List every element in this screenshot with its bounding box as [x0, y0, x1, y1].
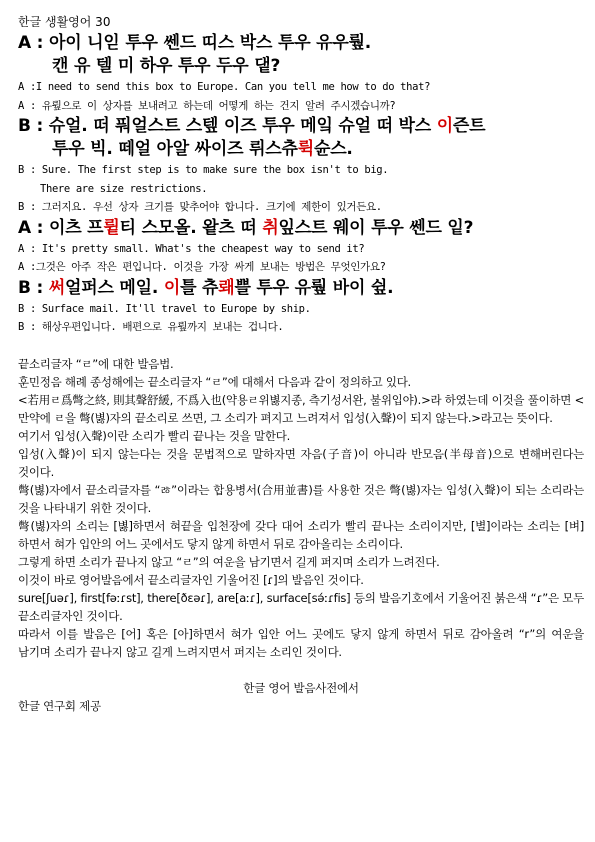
phonetic-text: A : 이츠 프	[18, 217, 104, 238]
phonetic-text: 티 스모올. 왙츠 떠	[119, 217, 263, 238]
section-spacer	[18, 337, 584, 355]
phonetic-text: 슌스.	[313, 139, 353, 159]
dialogue-b1-korean: B : 그러지요. 우선 상자 크기를 맞추어야 합니다. 크기에 제한이 있거든요.	[18, 201, 382, 213]
phonetic-highlight: 이	[163, 277, 181, 298]
phonetic-text: 잎스트 웨이 투우 쎈드 잍?	[278, 217, 474, 238]
dialogue-b1-english-line1: B : Sure. The first step is to make sure the box isn't to big.	[18, 164, 389, 176]
document-title: 한글 생활영어 30	[18, 15, 111, 29]
notes-paragraph: 끝소리글자 “ㄹ”에 대한 발음법.	[18, 356, 174, 371]
phonetic-text: 투우 빅. 떼얼 아알 싸이즈 뤼스츄	[52, 139, 298, 159]
dialogue-b2-korean: B : 해상우편입니다. 배편으로 유뤞까지 보내는 겁니다.	[18, 321, 284, 333]
notes-source: 한글 영어 발음사전에서	[243, 680, 359, 695]
dialogue-a2-korean: A :그것은 아주 작은 편입니다. 이것을 가장 싸게 보내는 방법은 무엇인가요?	[18, 261, 386, 273]
notes-paragraph: 그렇게 하면 소리가 끝나지 않고 “ㄹ”의 여운을 남기면서 길게 퍼지며 소리가 느려진다.	[18, 554, 440, 569]
phonetic-text: 즌트	[452, 116, 486, 136]
dialogue-a1-phonetic-line2: 캔 유 텔 미 하우 투우 두우 댙?	[52, 56, 281, 76]
dialogue-b2-english: B : Surface mail. It'll travel to Europe by ship.	[18, 302, 311, 315]
dialogue-a1-phonetic-line1: A : 아이 니읻 투우 쎈드 띠스 박스 투우 유우뤞.	[18, 33, 372, 53]
notes-paragraph: <若用ㄹ爲彆之終, 則其聲舒緩, 不爲入也(약용ㄹ위볋지종, 측기성서완, 불위입야).>라 하였는데 이것을 풀이하면 <만약에 ㄹ을 彆(볋)자의 끝소리로 쓰면, 그 소리가 펴지고 느려져서 입성(入聲)이 되지 않는다.>라고는 뜻이다.	[18, 392, 584, 425]
dialogue-b1-english-line2: There are size restrictions.	[40, 182, 208, 195]
notes-paragraph: sure[ʃuəɾ], first[fəːɾst], there[ðɛəɾ], are[aːɾ], surface[sə́ːɾfis] 등의 발음기호에서 기울어진 붉은색 “ɾ”은 모두 끝소리글자인 것이다.	[18, 590, 584, 623]
phonetic-text: 얼퍼스 메일.	[65, 277, 164, 298]
dialogue-a2-english: A : It's pretty small. What's the cheapest way to send it?	[18, 242, 365, 255]
notes-paragraph: 훈민정음 해례 종성해에는 끝소리글자 “ㄹ”에 대해서 다음과 같이 정의하고 있다.	[18, 374, 411, 389]
phonetic-text: 쁠 투우 유뤞 바이 슆.	[234, 277, 394, 298]
notes-paragraph: 彆(볋)자의 소리는 [볋]하면서 혀끝을 입천장에 갖다 대어 소리가 빨리 끝나는 소리이지만, [별]이라는 소리는 [벼]하면서 혀가 입안의 어느 곳에서도 닿지 않게 하면서 뒤로 감아올리는 소리이다.	[18, 518, 584, 551]
phonetic-text: B :	[18, 277, 49, 298]
phonetic-highlight: 이	[436, 116, 453, 136]
notes-paragraph: 따라서 이를 발음은 [어] 혹은 [아]하면서 혀가 입안 어느 곳에도 닿지 않게 하면서 뒤로 감아올려 “r”의 여운을 남기며 소리가 끝나지 않고 길게 느려지면서 퍼지는 소리인 것이다.	[18, 626, 584, 659]
phonetic-text: 틀 츄	[180, 277, 219, 298]
section-spacer	[18, 661, 584, 679]
dialogue-a1-english: A :I need to send this box to Europe. Can you tell me how to do that?	[18, 81, 431, 93]
dialogue-b1-phonetic-line2	[18, 138, 584, 161]
notes-credit: 한글 연구회 제공	[18, 698, 101, 713]
phonetic-highlight: 륕	[103, 217, 120, 238]
notes-paragraph: 여기서 입성(入聲)이란 소리가 빨리 끝나는 것을 말한다.	[18, 428, 290, 443]
pronunciation-notes	[18, 355, 584, 715]
dialogue-b1-phonetic-line1	[18, 115, 584, 138]
notes-paragraph: 이것이 바로 영어발음에서 끝소리글자인 기울어진 [ɾ]의 발음인 것이다.	[18, 572, 364, 587]
notes-paragraph: 입성(入聲)이 되지 않는다는 것을 문법적으로 말하자면 자음(子音)이 아니라 반모음(半母音)으로 변해버린다는 것이다.	[18, 446, 584, 479]
document-page	[18, 14, 584, 715]
dialogue-a2-phonetic	[18, 217, 584, 240]
phonetic-highlight: 써	[48, 277, 66, 298]
notes-paragraph: 彆(볋)자에서 끝소리글자를 “ㅀ”이라는 합용병서(合用並書)를 사용한 것은 彆(볋)자는 입성(入聲)이 되는 소리라는 것을 나타내기 위한 것이다.	[18, 482, 584, 515]
phonetic-highlight: 뤽	[297, 139, 314, 159]
phonetic-text: B : 슈얼. 떠 풔얼스트 스텦 이즈 투우 메잌 슈얼 떠 박스	[18, 116, 437, 136]
dialogue-a1-korean: A : 유뤞으로 이 상자를 보내려고 하는데 어떻게 하는 건지 알려 주시겠습니까?	[18, 99, 396, 112]
dialogue-b2-phonetic	[18, 277, 584, 300]
phonetic-highlight: 취	[262, 217, 279, 238]
phonetic-highlight: 뢔	[218, 277, 235, 298]
